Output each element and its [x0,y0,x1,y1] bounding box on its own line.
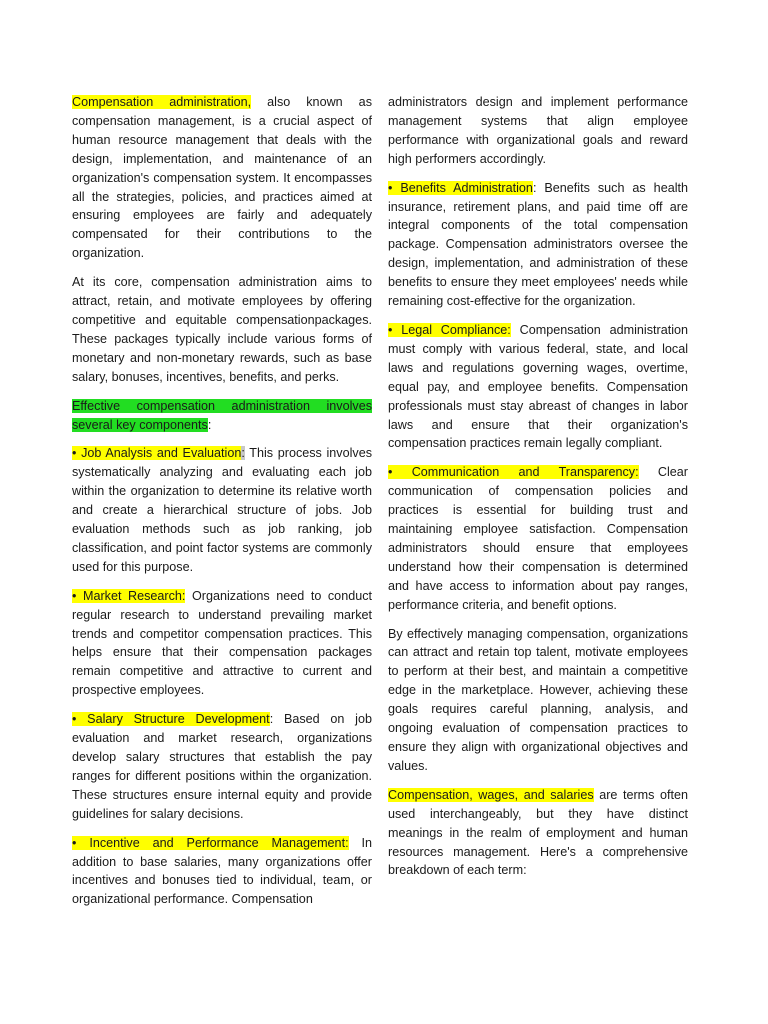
list-item-job-analysis [72,444,372,576]
list-item-incentive [72,834,372,910]
paragraph-text: In addition to base salaries, many organizations offer incentives and bonuses tied to individual, team, or organizational performance. Compensation [72,835,372,907]
left-column [72,93,372,919]
paragraph-core [72,273,372,386]
paragraph-components-heading [72,397,372,435]
highlighted-term: • Communication and Transparency: [388,465,639,480]
paragraph-text: At its core, compensation administration aims to attract, retain, and motivate employees by offering competitive and equitable compensationpackages. These packages typically include various forms of monetary and non-monetary rewards, such as base salary, bonuses, incentives, benefits, and perks. [72,275,372,384]
highlighted-term: • Job Analysis and Evaluation [72,446,242,461]
list-item-communication [388,463,688,614]
highlighted-term: • Benefits Administration [388,180,533,195]
list-item-market-research [72,587,372,700]
highlighted-heading: Effective compensation administration involves several key components [72,398,372,432]
paragraph-text: Organizations need to conduct regular research to understand prevailing market trends and competitor compensation practices. This helps ensure that their compensation packages remain competitive and attractive to current and prospective employees. [72,588,372,698]
paragraph-text: Compensation administration must comply with various federal, state, and local laws and regulations governing wages, overtime, equal pay, and employee benefits. Compensation professionals must stay abreast of changes in labor laws and ensure that their organization's compensation practices remain legally compliant. [388,322,689,451]
paragraph-conclusion [388,625,688,776]
highlighted-term: Compensation administration, [72,95,252,109]
paragraph-text: administrators design and implement performance management systems that align employee performance with organizational goals and reward high performers accordingly. [388,95,688,166]
paragraph-text: also known as compensation management, is a crucial aspect of human resource management that deals with the design, implementation, and maintenance of an organization's compensation system. It encompasses all the strategies, policies, and practices aimed at ensuring employees are fairly and adequately compensated for their contributions to the organization. [72,95,372,261]
list-item-salary-structure [72,710,372,823]
highlighted-term: Compensation, wages, and salaries [388,787,594,802]
paragraph-terms [388,786,688,881]
paragraph-text: By effectively managing compensation, organizations can attract and retain top talent, motivate employees to perform at their best, and maintain a competitive edge in the marketplace. However, achieving these goals requires careful planning, analysis, and ongoing evaluation of compensation practices to ensure they align with organizational objectives and values. [388,626,688,773]
highlighted-term: • Salary Structure Development [72,712,270,727]
list-item-legal-compliance [388,321,688,453]
highlighted-term: • Legal Compliance: [388,322,511,337]
list-item-benefits [388,179,688,311]
paragraph-text: : Benefits such as health insurance, retirement plans, and paid time off are integral components of the total compensation package. Compensation administrators oversee the design, implementation, and administration of these benefits to ensure they meet employees' needs while remaining cost-effective for the organization. [388,180,688,309]
paragraph-text: : Based on job evaluation and market research, organizations develop salary structures that establish the pay ranges for different positions within the organization. These structures ensure internal equity and provide guidelines for salary decisions. [72,712,372,821]
paragraph-text: This process involves systematically analyzing and evaluating each job within the organization to determine its relative worth and create a hierarchical structure of jobs. Job evaluation methods such as job ranking, job classification, and point factor systems are commonly used for this purpose. [72,446,373,574]
right-column [388,93,688,890]
paragraph-intro [72,93,372,263]
paragraph-text: : [207,417,212,432]
paragraph-incentive-continued [388,93,688,169]
highlighted-colon: : [241,446,245,461]
highlighted-term: • Market Research: [72,588,186,603]
highlighted-term: • Incentive and Performance Management: [72,835,349,850]
paragraph-text: Clear communication of compensation policies and practices is essential for building trust and maintaining employee satisfaction. Compensation administrators should ensure that employees understand how their compensation is determined and have access to information about pay ranges, performance criteria, and benefit options. [388,465,688,612]
paragraph-text: are terms often used interchangeably, but they have distinct meanings in the realm of employment and human resources management. Here's a comprehensive breakdown of each term: [388,787,688,878]
